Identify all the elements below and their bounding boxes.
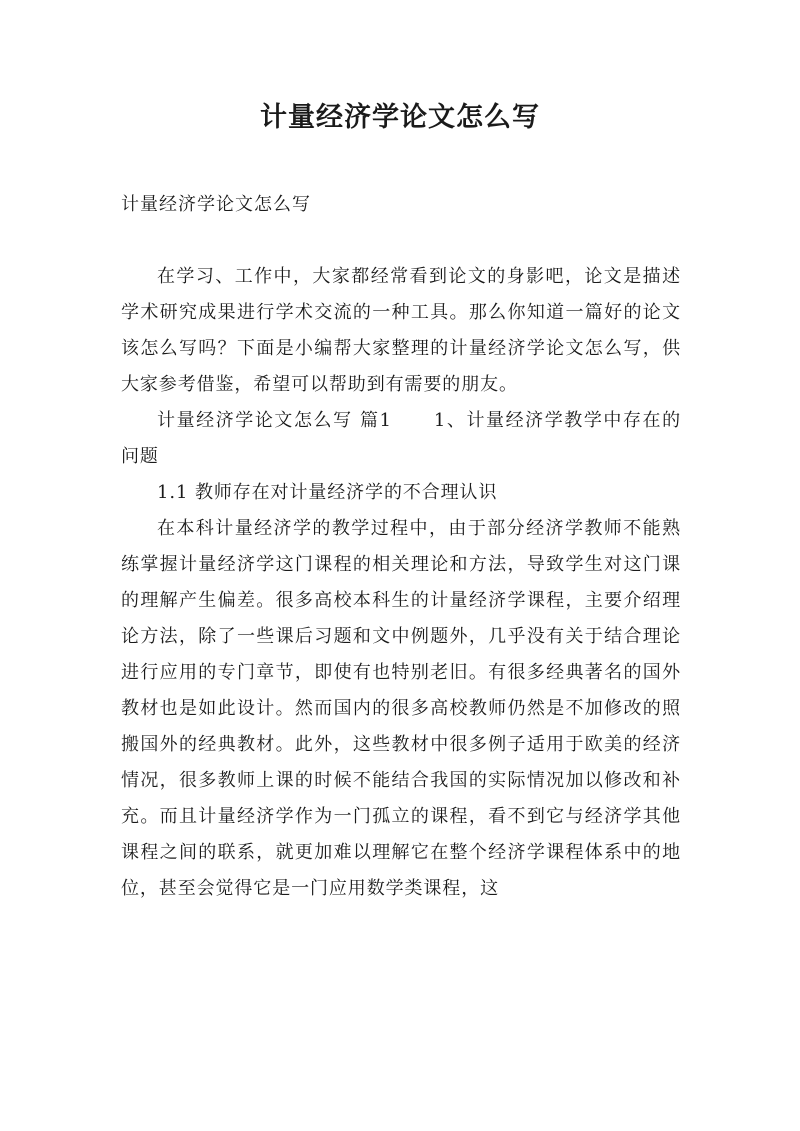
subsection-heading: 1.1 教师存在对计量经济学的不合理认识 bbox=[157, 482, 498, 503]
body-paragraph: 在本科计量经济学的教学过程中，由于部分经济学教师不能熟练掌握计量经济学这门课程的相关理论和方法，导致学生对这门课的理解产生偏差。很多高校本科生的计量经济学课程，主要介绍理论方法，除了一些课后习题和文中例题外，几乎没有关于结合理论进行应用的专门章节，即使有也特别老旧。有很多经典著名的国外教材也是如此设计。然而国内的很多高校教师仍然是不加修改的照搬国外的经典教材。此外，这些教材中很多例子适用于欧美的经济情况，很多教师上课的时候不能结合我国的实际情况加以修改和补充。而且计量经济学作为一门孤立的课程，看不到它与经济学其他课程之间的联系，就更加难以理解它在整个经济学课程体系中的地位，甚至会觉得它是一门应用数学类课程，这 bbox=[121, 518, 681, 899]
page-title: 计量经济学论文怎么写 bbox=[260, 102, 540, 133]
document-body bbox=[121, 259, 681, 907]
document-subtitle: 计量经济学论文怎么写 bbox=[121, 194, 311, 215]
section-heading-subtitle: 1、计量经济学教学中存在的问题 bbox=[121, 410, 681, 467]
section-heading-title: 计量经济学论文怎么写 篇1 bbox=[157, 410, 392, 431]
intro-paragraph: 在学习、工作中，大家都经常看到论文的身影吧，论文是描述学术研究成果进行学术交流的一种工具。那么你知道一篇好的论文该怎么写吗？下面是小编帮大家整理的计量经济学论文怎么写，供大家参考借鉴，希望可以帮助到有需要的朋友。 bbox=[121, 266, 681, 395]
section-heading-paragraph bbox=[121, 403, 681, 475]
